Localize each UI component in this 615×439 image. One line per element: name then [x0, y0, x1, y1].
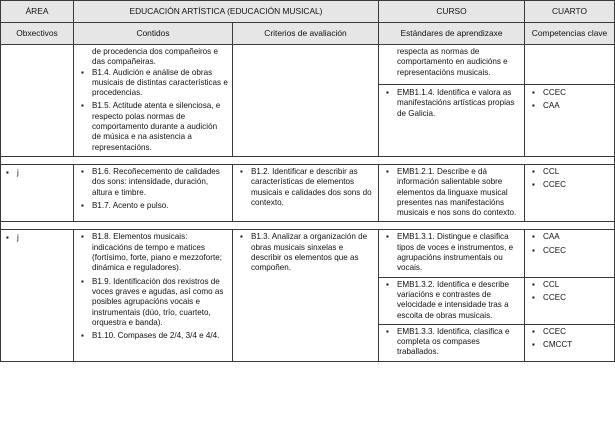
group-2-obxectivos	[1, 164, 74, 221]
standard-item: ▪ EMB1.3.2. Identifica e describe variacións e contrastes de velocidade e intensidade tras a escoita de obras musicais.	[386, 279, 510, 320]
competencias-cell	[525, 277, 615, 324]
subject-header: EDUCACIÓN ARTÍSTICA (EDUCACIÓN MUSICAL)	[74, 1, 379, 23]
col-estandares: Estándares de aprendizaxe	[379, 23, 525, 45]
course-value: CUARTO	[525, 1, 615, 23]
standard-item: ▪ EMB1.3.3. Identifica, clasifica e completa os compases traballados.	[386, 326, 510, 357]
bullet: ▪	[532, 326, 535, 336]
standard-item: ▪ EMB1.3.1. Distingue e clasifica tipos de voces e instrumentos, e agrupacións instrumentais ou vocais.	[386, 232, 514, 273]
bullet: ▪	[81, 200, 84, 210]
bullet: ▪	[532, 166, 535, 176]
competencia-item: ▪ CCL	[532, 279, 560, 289]
bullet: ▪	[532, 232, 535, 242]
standard-cell	[379, 230, 525, 277]
group-1-row	[1, 45, 615, 85]
competencias-continued-cell	[525, 45, 615, 85]
obxectivo-item: ▪ j	[6, 167, 19, 177]
bullet: ▪	[81, 166, 84, 176]
competencia-item: ▪ CCEC	[532, 245, 566, 255]
group-2-row	[1, 164, 615, 221]
competencia-item: ▪ CCEC	[532, 292, 566, 302]
competencias-cell	[525, 164, 615, 221]
group-1-criterios	[233, 45, 379, 157]
title-row	[1, 1, 615, 23]
competencia-item: ▪ CCEC	[532, 88, 566, 97]
bullet: ▪	[532, 180, 535, 190]
contido-item: ▪ B1.5. Actitude atenta e silenciosa, e respecto polas normas de comportamento durante a audición de música e na asistencia a representacións.	[81, 101, 221, 152]
course-label: CURSO	[379, 1, 525, 23]
bullet: ▪	[532, 245, 535, 255]
bullet: ▪	[386, 88, 389, 97]
column-header-row	[1, 23, 615, 45]
bullet: ▪	[6, 167, 9, 177]
competencia-item: ▪ CCL	[532, 166, 560, 176]
bullet: ▪	[532, 340, 535, 350]
bullet: ▪	[6, 233, 9, 243]
bullet: ▪	[81, 331, 84, 341]
standard-item: ▪ EMB1.1.4. Identifica e valora as manifestacións artísticas propias de Galicia.	[386, 88, 515, 118]
obxectivo-item: ▪ j	[6, 233, 19, 243]
competencia-item: ▪ CCEC	[532, 180, 566, 190]
criterio-item: ▪ B1.3. Analizar a organización de obras musicais sinxelas e describir os elementos que as compoñen.	[240, 232, 368, 273]
group-1-contidos	[74, 45, 233, 157]
bullet: ▪	[532, 292, 535, 302]
bullet: ▪	[532, 279, 535, 289]
bullet: ▪	[81, 232, 84, 242]
standard-continued: respecta as normas de comportamento en audicións e representacións musicais.	[397, 47, 508, 77]
bullet: ▪	[386, 232, 389, 242]
col-criterios: Criterios de avaliación	[233, 23, 379, 45]
col-obxectivos: Obxectivos	[1, 23, 74, 45]
bullet: ▪	[532, 88, 535, 97]
contido-item: ▪ B1.10. Compases de 2/4, 3/4 e 4/4.	[81, 331, 220, 341]
competencia-item: ▪ CMCCT	[532, 340, 573, 350]
competencia-item: ▪ CAA	[532, 232, 560, 242]
contido-item: ▪ B1.6. Recoñecemento de calidades dos sons: intensidade, duración, altura e timbre.	[81, 166, 220, 197]
contido-item: ▪ B1.9. Identificación dos rexistros de voces graves e agudas, así como as posibles agrupacións vocais e instrumentais (dúo, trío, cuarteto, orquestra e banda).	[81, 276, 224, 327]
group-3-obxectivos	[1, 230, 74, 361]
competencia-item: ▪ CCEC	[532, 326, 566, 336]
competencias-cell	[525, 85, 615, 157]
bullet: ▪	[386, 279, 389, 289]
group-1-obxectivos	[1, 45, 74, 157]
col-competencias: Competencias clave	[525, 23, 615, 45]
group-2-criterios	[233, 164, 379, 221]
col-contidos: Contidos	[74, 23, 233, 45]
contido-item: ▪ B1.4. Audición e análise de obras musicais de distintas características e procedencias.	[81, 67, 228, 98]
standard-item: ▪ EMB1.2.1. Describe e dá información salientable sobre elementos da linguaxe musical presentes nas manifestacións musicais e nos sons do contexto.	[386, 166, 517, 218]
standard-cell	[379, 277, 525, 324]
competencias-cell	[525, 230, 615, 277]
bullet: ▪	[81, 276, 84, 286]
contido-item: ▪ B1.8. Elementos musicais: indicacións de tempo e matices (fortísimo, forte, piano e mezzoforte; dinámica e reguladores).	[81, 232, 223, 273]
standard-cell	[379, 85, 525, 157]
criterio-item: ▪ B1.2. Identificar e describir as características de elementos musicais e calidades dos sons do contexto.	[240, 166, 372, 207]
spacer-row	[1, 156, 615, 164]
standard-cell	[379, 324, 525, 361]
contido-continued: de procedencia dos compañeiros e das compañeiras.	[92, 47, 218, 67]
group-3-criterios	[233, 230, 379, 361]
bullet: ▪	[240, 232, 243, 242]
standard-continued-cell	[379, 45, 525, 85]
competencia-item: ▪ CAA	[532, 101, 560, 111]
bullet: ▪	[240, 166, 243, 176]
group-3-row	[1, 230, 615, 277]
contido-item: ▪ B1.7. Acento e pulso.	[81, 200, 169, 210]
bullet: ▪	[386, 166, 389, 176]
bullet: ▪	[81, 101, 84, 111]
group-3-contidos	[74, 230, 233, 361]
standard-cell	[379, 164, 525, 221]
spacer-row	[1, 222, 615, 230]
bullet: ▪	[81, 67, 84, 77]
bullet: ▪	[532, 101, 535, 111]
area-header: ÁREA	[1, 1, 74, 23]
group-2-contidos	[74, 164, 233, 221]
bullet: ▪	[386, 326, 389, 336]
competencias-cell	[525, 324, 615, 361]
